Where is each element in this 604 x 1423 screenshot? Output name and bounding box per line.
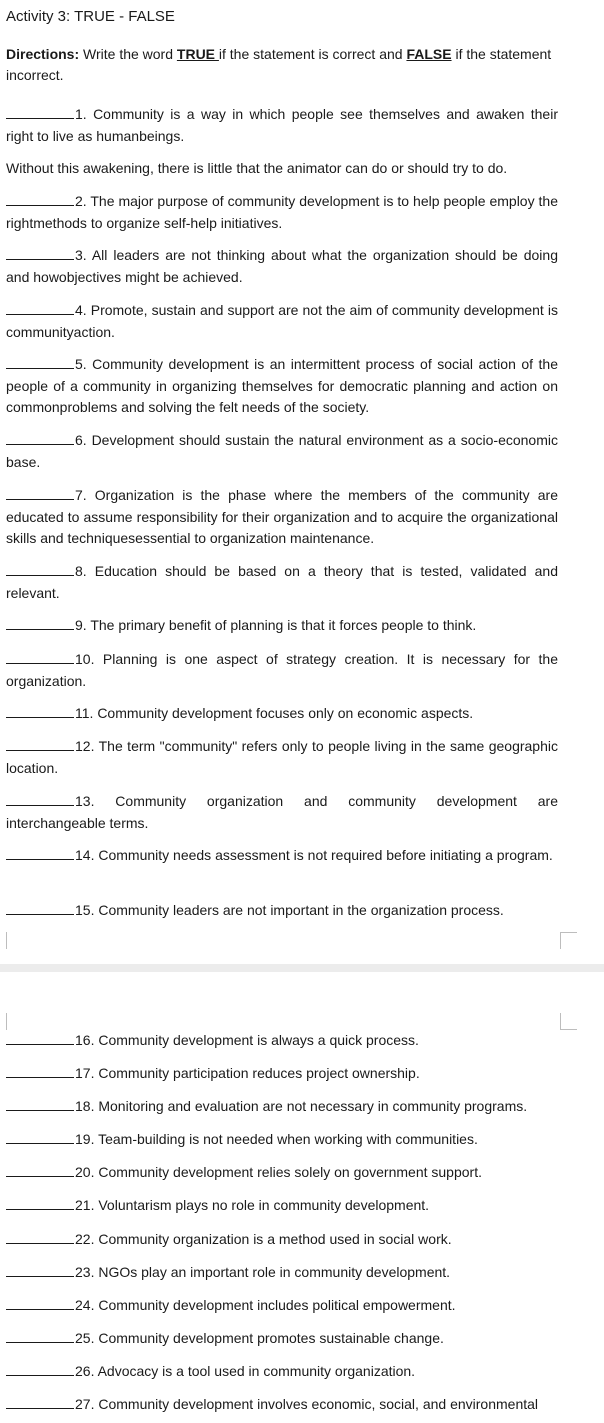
answer-blank[interactable] [6,649,74,664]
answer-blank[interactable] [6,561,74,576]
statement-item: 26. Advocacy is a tool used in community organization. [6,1361,558,1383]
statement-item: 9. The primary benefit of planning is that it forces people to think. [6,615,558,637]
statement-item: 19. Team-building is not needed when working with communities. [6,1129,558,1151]
answer-blank[interactable] [6,1195,74,1210]
directions-text-b: if the statement is correct and [218,46,407,62]
answer-blank[interactable] [6,1030,74,1045]
answer-blank[interactable] [6,1096,74,1111]
statement-item: 17. Community participation reduces project ownership. [6,1063,558,1085]
statement-item: 14. Community needs assessment is not required before initiating a program. [6,845,558,867]
activity-title: Activity 3: TRUE - FALSE [6,8,175,25]
false-word: FALSE [406,46,452,62]
statement-item: 10. Planning is one aspect of strategy creation. It is necessary for the organization. [6,651,558,689]
crop-mark [6,932,7,949]
answer-blank[interactable] [6,736,74,751]
statement-item: 20. Community development relies solely on government support. [6,1162,558,1184]
answer-blank[interactable] [6,845,74,860]
answer-blank[interactable] [6,354,74,369]
statement-item: 16. Community development is always a quick process. [6,1030,558,1052]
statement-item: 7. Organization is the phase where the members of the community are educated to assume responsibility for their organization and to acquire the organizational skills and techniquesessential to organization maintenance. [6,487,558,546]
answer-blank[interactable] [6,300,74,315]
directions [6,44,566,86]
statement-item: 12. The term "community" refers only to people living in the same geographic location. [6,738,558,776]
answer-blank[interactable] [6,245,74,260]
statement-item: 11. Community development focuses only on economic aspects. [6,703,558,725]
statement-item: 4. Promote, sustain and support are not the aim of community development is communityaction. [6,302,558,340]
answer-blank[interactable] [6,1229,74,1244]
page-divider [0,964,604,972]
directions-text-c: if the statement incorrect. [6,46,552,83]
answer-blank[interactable] [6,1295,74,1310]
true-word: TRUE [176,46,219,62]
answer-blank[interactable] [6,1394,74,1409]
statement-item: 18. Monitoring and evaluation are not necessary in community programs. [6,1096,558,1118]
answer-blank[interactable] [6,1262,74,1277]
answer-blank[interactable] [6,615,74,630]
answer-blank[interactable] [6,1162,74,1177]
answer-blank[interactable] [6,1328,74,1343]
answer-blank[interactable] [6,430,74,445]
statement-item: 22. Community organization is a method used in social work. [6,1229,558,1251]
statement-item: 3. All leaders are not thinking about what the organization should be doing and howobjectives might be achieved. [6,247,558,285]
statement-item: 2. The major purpose of community development is to help people employ the rightmethods to organize self-help initiatives. [6,193,558,231]
statement-item: 13. Community organization and community development are interchangeable terms. [6,793,558,831]
note-text: Without this awakening, there is little that the animator can do or should try to do. [6,160,508,176]
answer-blank[interactable] [6,703,74,718]
statement-item: 27. Community development involves economic, social, and environmental [6,1394,558,1416]
statement-item: 1. Community is a way in which people see themselves and awaken their right to live as humanbeings. [6,106,558,144]
statement-item: 21. Voluntarism plays no role in community development. [6,1195,558,1217]
directions-text-a: Write the word [79,46,177,62]
statement-item: 24. Community development includes political empowerment. [6,1295,558,1317]
statement-item: 23. NGOs play an important role in community development. [6,1262,558,1284]
answer-blank[interactable] [6,1129,74,1144]
statement-item: 15. Community leaders are not important in the organization process. [6,900,558,922]
answer-blank[interactable] [6,791,74,806]
statement-item: 8. Education should be based on a theory that is tested, validated and relevant. [6,563,558,601]
answer-blank[interactable] [6,1361,74,1376]
answer-blank[interactable] [6,104,74,119]
statement-item: 25. Community development promotes sustainable change. [6,1328,558,1350]
statement-item: 5. Community development is an intermittent process of social action of the people of a community in organizing themselves for democratic planning and action on commonproblems and solving the felt needs of the society. [6,356,558,415]
crop-mark [560,932,577,949]
answer-blank[interactable] [6,191,74,206]
worksheet-page-2 [0,972,604,1423]
answer-blank[interactable] [6,485,74,500]
answer-blank[interactable] [6,900,74,915]
answer-blank[interactable] [6,1063,74,1078]
statement-item: 6. Development should sustain the natural environment as a socio-economic base. [6,432,558,470]
directions-label: Directions: [6,46,80,62]
